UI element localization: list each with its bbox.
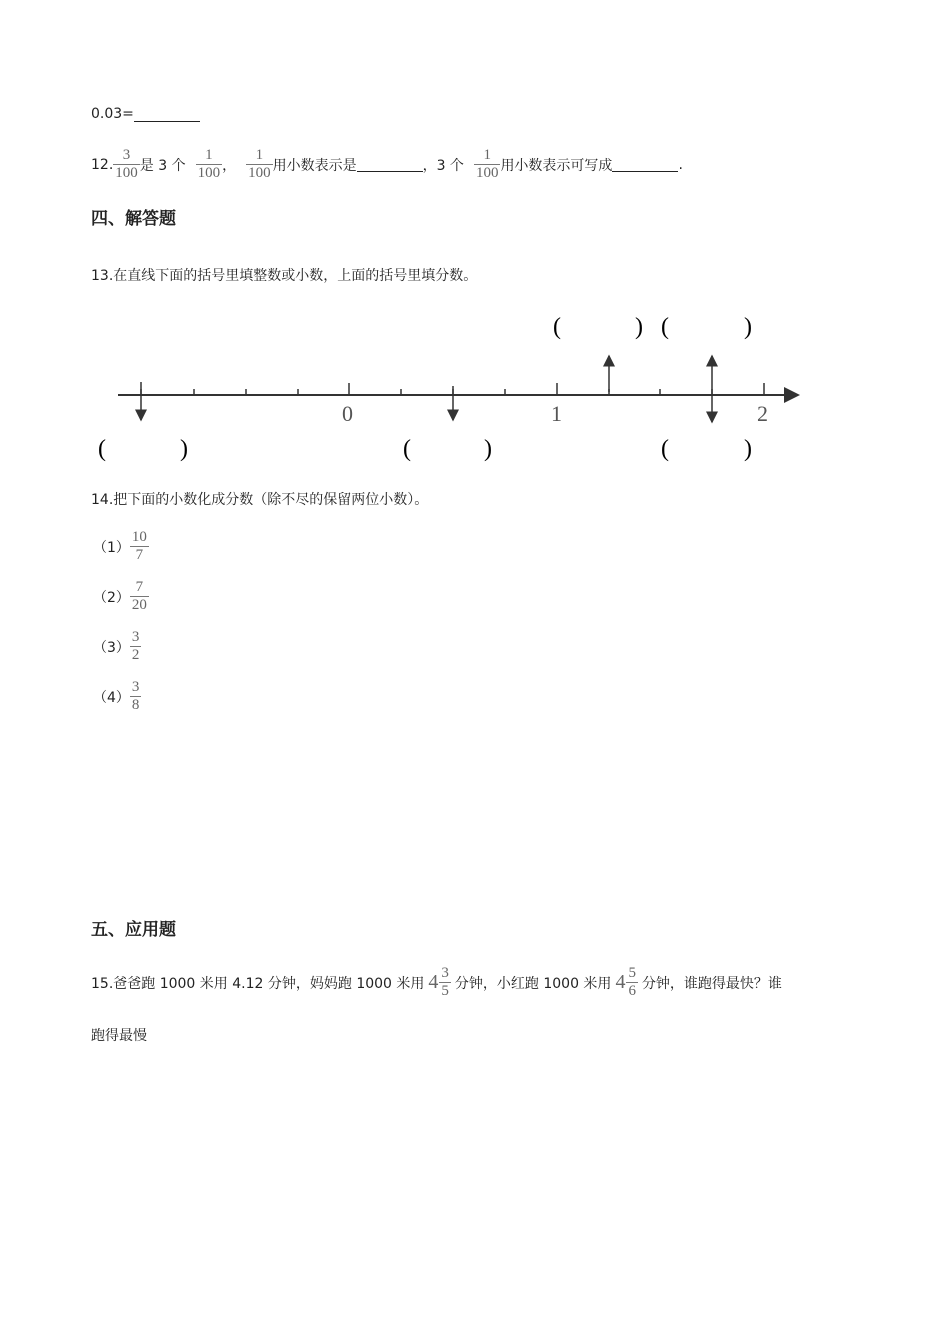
paren-close: ) <box>744 436 752 462</box>
fraction: $\frac{3}{100}$ <box>115 147 138 181</box>
q15-text-d: 跑得最慢 <box>91 1028 147 1044</box>
fraction: $\frac{1}{100}$ <box>475 147 499 181</box>
q14-item-4 <box>93 680 141 713</box>
answer-blank[interactable] <box>134 107 200 122</box>
q14-item-1 <box>93 530 149 563</box>
paren-open: ( <box>553 314 561 340</box>
fraction: $\frac{10}{7}$ <box>131 529 147 563</box>
mixed-number: 4 $\frac{3}{5}$ <box>428 965 449 999</box>
fraction: $\frac{3}{2}$ <box>131 629 140 663</box>
q12-text-c: ，3 个 <box>422 157 464 174</box>
q11-text: 0.03= <box>91 106 134 122</box>
q14-item-3 <box>93 630 141 663</box>
paren-close: ) <box>180 436 188 462</box>
item-label: （2） <box>93 589 130 606</box>
q14-text: 14.把下面的小数化成分数（除不尽的保留两位小数）。 <box>91 492 429 508</box>
tick-label-1: 1 <box>551 401 562 426</box>
q11-answer-line <box>91 106 200 122</box>
question-15 <box>91 966 782 999</box>
item-label: （3） <box>93 639 130 656</box>
number-line-figure <box>90 300 810 470</box>
q12-text-b: 用小数表示是 <box>272 157 357 174</box>
mixed-number: 4 $\frac{5}{6}$ <box>615 965 636 999</box>
q12-end: . <box>678 156 683 173</box>
fraction: $\frac{3}{8}$ <box>131 679 140 713</box>
paren-close: ) <box>744 314 752 340</box>
q13-text: 13.在直线下面的括号里填整数或小数，上面的括号里填分数。 <box>91 268 478 284</box>
q14-item-2 <box>93 580 149 613</box>
paren-open: ( <box>98 436 106 462</box>
answer-blank[interactable] <box>612 157 678 172</box>
item-label: （4） <box>93 689 130 706</box>
paren-close: ) <box>484 436 492 462</box>
paren-close: ) <box>635 314 643 340</box>
fraction: $\frac{7}{20}$ <box>131 579 147 613</box>
section-heading: 四、解答题 <box>91 209 176 229</box>
paren-open: ( <box>661 314 669 340</box>
tick-label-2: 2 <box>757 401 768 426</box>
q12-comma: ， <box>222 157 237 174</box>
item-label: （1） <box>93 539 130 556</box>
answer-blank[interactable] <box>357 157 423 172</box>
section-heading: 五、应用题 <box>91 920 176 940</box>
fraction: $\frac{1}{100}$ <box>197 147 221 181</box>
fraction: $\frac{1}{100}$ <box>248 147 271 181</box>
paren-open: ( <box>661 436 669 462</box>
tick-label-0: 0 <box>342 401 353 426</box>
q15-text-b: 分钟，小红跑 1000 米用 <box>454 975 612 992</box>
q15-text-a: 15.爸爸跑 1000 米用 4.12 分钟，妈妈跑 1000 米用 <box>91 975 425 992</box>
q12-text-a: 是 3 个 <box>139 157 186 174</box>
q12-text-d: 用小数表示可写成 <box>500 157 613 174</box>
q15-text-c: 分钟，谁跑得最快？谁 <box>641 975 782 992</box>
q12-number: 12. <box>91 156 114 173</box>
paren-open: ( <box>403 436 411 462</box>
question-12 <box>91 148 683 181</box>
